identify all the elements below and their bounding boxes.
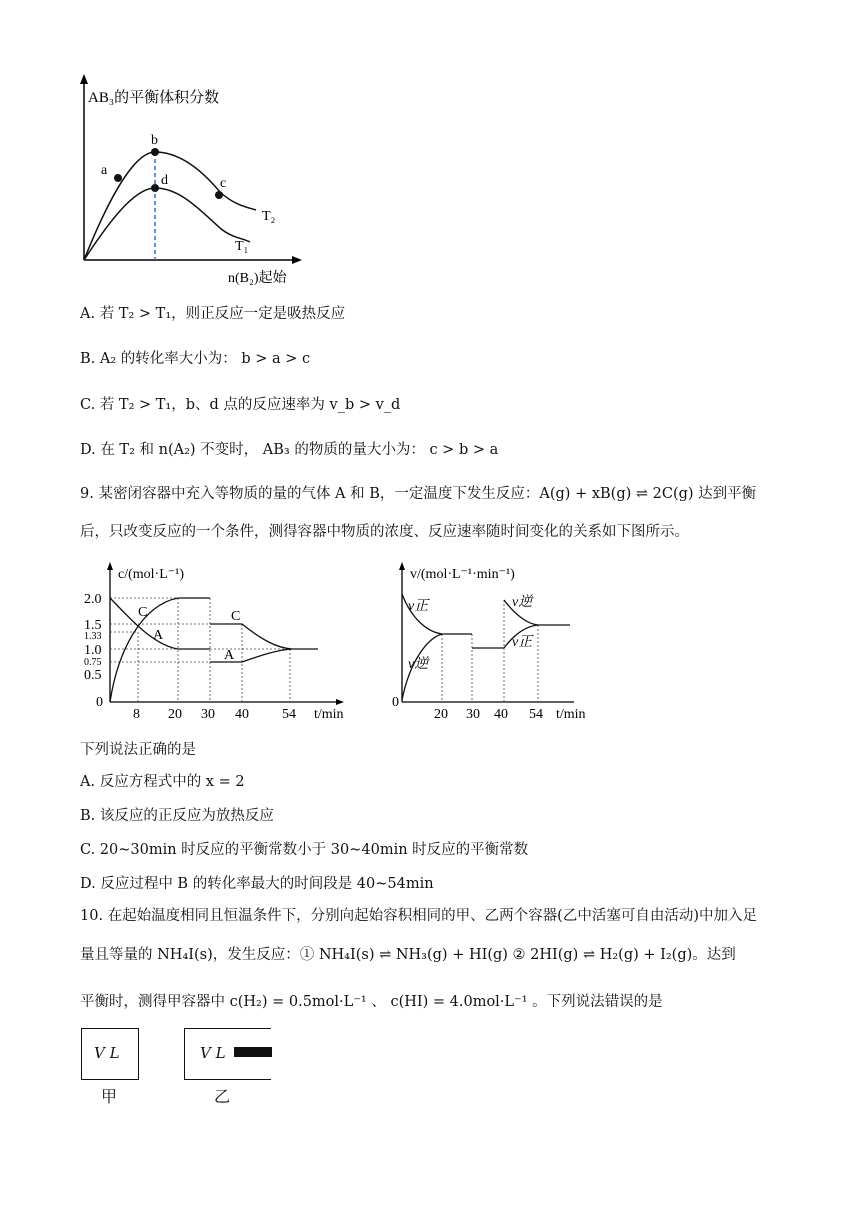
fig2-xtick-8: 8 (133, 707, 140, 722)
fig2-ytick-0.75: 0.75 (84, 657, 102, 668)
fig3-xtick-54: 54 (529, 707, 543, 722)
fig3-rate-graph (388, 560, 618, 724)
fig1-curve-T2 (84, 152, 256, 260)
container-jia-label: V L (94, 1044, 120, 1062)
container-yi-label: V L (200, 1044, 226, 1062)
fig1-label-d: d (161, 173, 168, 188)
fig3-guides (442, 600, 538, 702)
fig3-xtick-40: 40 (494, 707, 508, 722)
fig2-y-arrow (107, 562, 113, 570)
fig1-ylabel: AB₃的平衡体积分数 (88, 90, 220, 106)
label-yi: 乙 (214, 1087, 231, 1106)
fig1-point-a (114, 174, 122, 182)
fig2-xlabel: t/min (314, 707, 344, 722)
q9-option-c: C. 20~30min 时反应的平衡常数小于 30~40min 时反应的平衡常数 (80, 842, 529, 858)
q10-stem-line1: 10. 在起始温度相同且恒温条件下，分别向起始容积相同的甲、乙两个容器(乙中活塞可自由活动)中加入足 (80, 908, 757, 924)
fig3-label-v-forward-1: v正 (408, 599, 429, 614)
q10-stem-line3: 平衡时，测得甲容器中 c(H₂) = 0.5mol·L⁻¹ 、 c(HI) = 4.0mol·L⁻¹ 。下列说法错误的是 (80, 994, 663, 1010)
fig1-curve-T1 (84, 188, 250, 260)
fig2-label-A1: A (153, 628, 164, 643)
fig3-label-v-forward-2: v正 (512, 635, 533, 650)
piston (234, 1047, 272, 1057)
q8-option-b: B. A₂ 的转化率大小为： b > a > c (80, 351, 311, 367)
fig2-xtick-20: 20 (168, 707, 182, 722)
fig2-ytick-1.0: 1.0 (84, 643, 102, 658)
fig3-xtick-30: 30 (466, 707, 480, 722)
fig1-xlabel: n(B₂)起始 (228, 271, 287, 286)
fig3-xtick-0: 0 (392, 695, 399, 710)
fig2-x-arrow (336, 699, 344, 705)
fig2-xtick-54: 54 (282, 707, 296, 722)
fig2-xtick-30: 30 (201, 707, 215, 722)
label-jia: 甲 (101, 1087, 118, 1106)
fig3-xtick-20: 20 (434, 707, 448, 722)
q8-option-d: D. 在 T₂ 和 n(A₂) 不变时， AB₃ 的物质的量大小为： c > b > a (80, 442, 499, 458)
q9-option-a: A. 反应方程式中的 x = 2 (80, 774, 245, 790)
q8-option-a: A. 若 T₂ > T₁，则正反应一定是吸热反应 (80, 306, 346, 322)
fig1-graph (60, 70, 320, 290)
q9-prompt: 下列说法正确的是 (80, 742, 196, 758)
fig1-label-a: a (101, 163, 108, 178)
q10-stem-line2: 量且等量的 NH₄I(s)，发生反应：① NH₄I(s) ⇌ NH₃(g) + HI(g) ② 2HI(g) ⇌ H₂(g) + I₂(g)。达到 (80, 947, 736, 963)
fig3-ylabel: v/(mol·L⁻¹·min⁻¹) (410, 567, 515, 582)
fig3-y-arrow (399, 562, 405, 570)
fig1-y-arrow (80, 74, 88, 84)
fig2-xtick-40: 40 (235, 707, 249, 722)
fig2-ytick-0: 0 (96, 695, 103, 710)
q9-stem-line2: 后，只改变反应的一个条件，测得容器中物质的浓度、反应速率随时间变化的关系如下图所示。 (80, 524, 689, 540)
fig3-xlabel: t/min (556, 707, 586, 722)
fig1-point-c (215, 191, 223, 199)
q9-stem-line1: 9. 某密闭容器中充入等物质的量的气体 A 和 B，一定温度下发生反应：A(g) + xB(g) ⇌ 2C(g) 达到平衡 (80, 486, 757, 502)
fig3-label-v-reverse-2: v逆 (512, 595, 533, 610)
fig2-ytick-0.5: 0.5 (84, 668, 102, 683)
fig1-label-T1: T₁ (235, 239, 249, 254)
fig3-label-v-reverse-1: v逆 (408, 657, 429, 672)
fig1-label-T2: T₂ (262, 209, 276, 224)
fig1-point-b (151, 148, 159, 156)
fig2-ytick-1.33: 1.33 (84, 631, 102, 642)
q9-option-d: D. 反应过程中 B 的转化率最大的时间段是 40~54min (80, 876, 434, 892)
fig2-ytick-1.5: 1.5 (84, 618, 102, 633)
fig2-curve-C2 (210, 624, 318, 649)
fig1-point-d (151, 184, 159, 192)
fig2-label-C1: C (138, 605, 148, 620)
fig1-x-arrow (292, 256, 302, 264)
fig2-label-C2: C (231, 609, 241, 624)
q8-option-c: C. 若 T₂ > T₁，b、d 点的反应速率为 v_b > v_d (80, 397, 401, 413)
fig2-ylabel: c/(mol·L⁻¹) (118, 567, 185, 582)
fig2-ytick-2.0: 2.0 (84, 592, 102, 607)
fig2-label-A2: A (224, 648, 235, 663)
fig2-concentration-graph (82, 560, 362, 724)
fig2-curve-A2 (210, 649, 292, 662)
q9-option-b: B. 该反应的正反应为放热反应 (80, 808, 274, 824)
fig1-label-c: c (220, 176, 227, 191)
fig1-label-b: b (151, 133, 158, 148)
